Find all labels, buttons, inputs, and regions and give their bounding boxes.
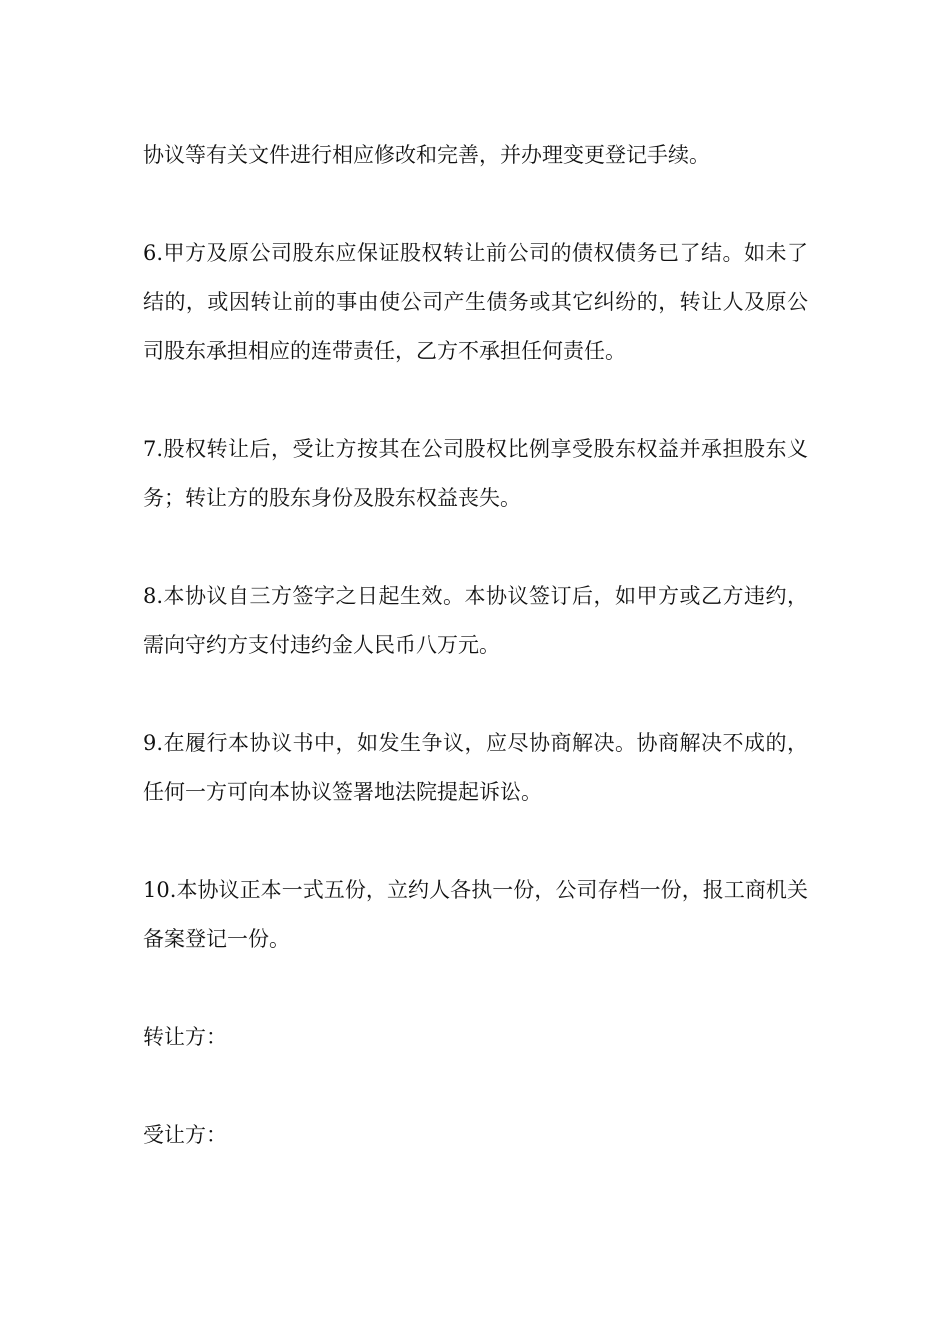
clause-8: 8.本协议自三方签字之日起生效。本协议签订后，如甲方或乙方违约，需向守约方支付违约金人民币八万元。	[143, 584, 808, 657]
clause-9: 9.在履行本协议书中，如发生争议，应尽协商解决。协商解决不成的，任何一方可向本协议签署地法院提起诉讼。	[143, 731, 808, 804]
clause-10: 10.本协议正本一式五份，立约人各执一份，公司存档一份，报工商机关备案登记一份。	[143, 878, 808, 951]
clause-7: 7.股权转让后，受让方按其在公司股权比例享受股东权益并承担股东义务；转让方的股东身份及股东权益丧失。	[143, 437, 808, 510]
clause-6: 6.甲方及原公司股东应保证股权转让前公司的债权债务已了结。如未了结的，或因转让前的事由使公司产生债务或其它纠纷的，转让人及原公司股东承担相应的连带责任，乙方不承担任何责任。	[143, 241, 808, 363]
transferor-signature-label: 转让方：	[143, 1025, 227, 1049]
paragraph-continuation: 协议等有关文件进行相应修改和完善，并办理变更登记手续。	[143, 143, 710, 167]
transferee-signature-label: 受让方：	[143, 1123, 227, 1147]
document-body	[143, 131, 808, 1209]
